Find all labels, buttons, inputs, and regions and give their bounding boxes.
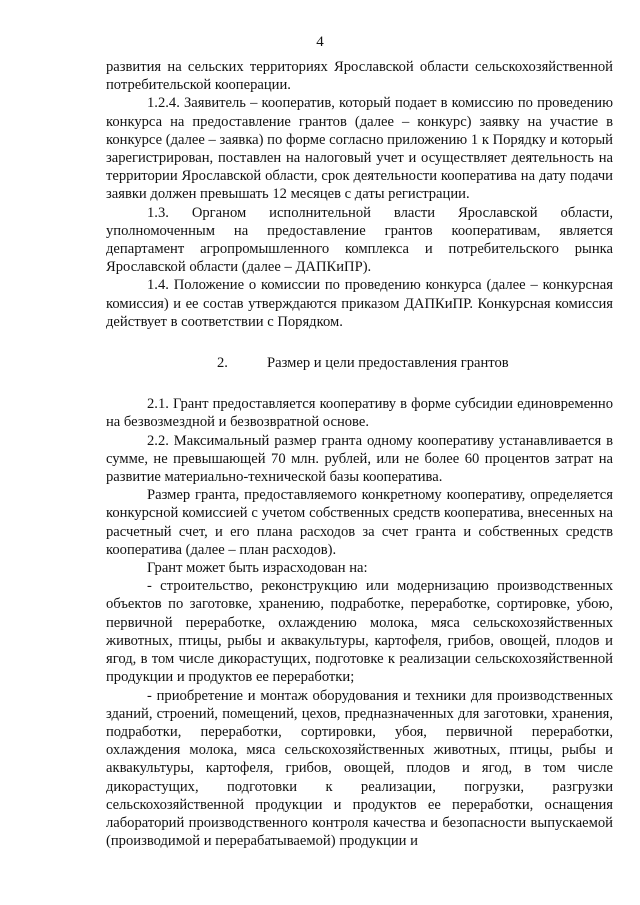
paragraph: 1.4. Положение о комиссии по проведению конкурса (далее – конкурсная комиссия) и ее состав утверждаются приказом ДАПКиПР. Конкурсная комиссия действует в соответствии с Порядком. (106, 277, 613, 330)
section-title: Размер и цели предоставления грантов (267, 355, 509, 372)
page-number: 4 (316, 34, 324, 50)
section-heading (106, 354, 613, 372)
paragraph: 1.3. Органом исполнительной власти Ярославской области, уполномоченным на предоставление грантов кооперативам, является департамент агропромышленного комплекса и потребительского рынка Ярославской области (далее – ДАПКиПР). (106, 204, 613, 276)
paragraph: 1.2.4. Заявитель – кооператив, который подает в комиссию по проведению конкурса на предоставление грантов (далее – конкурс) заявку на участие в конкурсе (далее – заявка) по форме согласно приложению 1 к Порядку и который зарегистрирован, поставлен на налоговый учет и осуществляет деятельность на территории Ярославской области, срок деятельности кооператива на дату подачи заявки должен превышать 12 месяцев с даты регистрации. (106, 95, 613, 203)
paragraph: 2.1. Грант предоставляется кооперативу в форме субсидии единовременно на безвозмездной и безвозвратной основе. (106, 396, 613, 431)
list-item: - приобретение и монтаж оборудования и техники для производственных зданий, строений, помещений, цехов, предназначенных для заготовки, хранения, подработки, переработки, сортировки, убоя, первичной переработки, охлаждения молока, мяса сельскохозяйственных животных, птицы, рыбы и аквакультуры, картофеля, грибов, овощей, плодов и ягод, в том числе дикорастущих, подготовки к реализации, погрузки, разгрузки сельскохозяйственной продукции и продуктов ее переработки, оснащения лабораторий производственного контроля качества и безопасности выпускаемой (производимой и перерабатываемой) продукции и (106, 687, 613, 850)
document-body (106, 58, 613, 850)
list-item: - строительство, реконструкцию или модернизацию производственных объектов по заготовке, хранению, подработке, переработке, сортировке, убою, первичной переработке, охлаждению молока, мяса сельскохозяйственных животных, птицы, рыбы и аквакультуры, картофеля, грибов, овощей, плодов и ягод, в том числе дикорастущих, подготовке к реализации сельскохозяйственной продукции и продуктов ее переработки; (106, 578, 613, 686)
paragraph: Размер гранта, предоставляемого конкретному кооперативу, определяется конкурсной комиссией с учетом собственных средств кооператива, внесенных на расчетный счет, и его плана расходов за счет гранта и собственных средств кооператива (далее – план расходов). (106, 487, 613, 558)
paragraph: 2.2. Максимальный размер гранта одному кооперативу устанавливается в сумме, не превышающей 70 млн. рублей, или не более 60 процентов затрат на развитие материально-технической базы кооператива. (106, 432, 613, 486)
paragraph: развития на сельских территориях Ярославской области сельскохозяйственной потребительской кооперации. (106, 59, 613, 94)
paragraph: Грант может быть израсходован на: (147, 560, 368, 577)
section-number: 2. (217, 355, 228, 372)
